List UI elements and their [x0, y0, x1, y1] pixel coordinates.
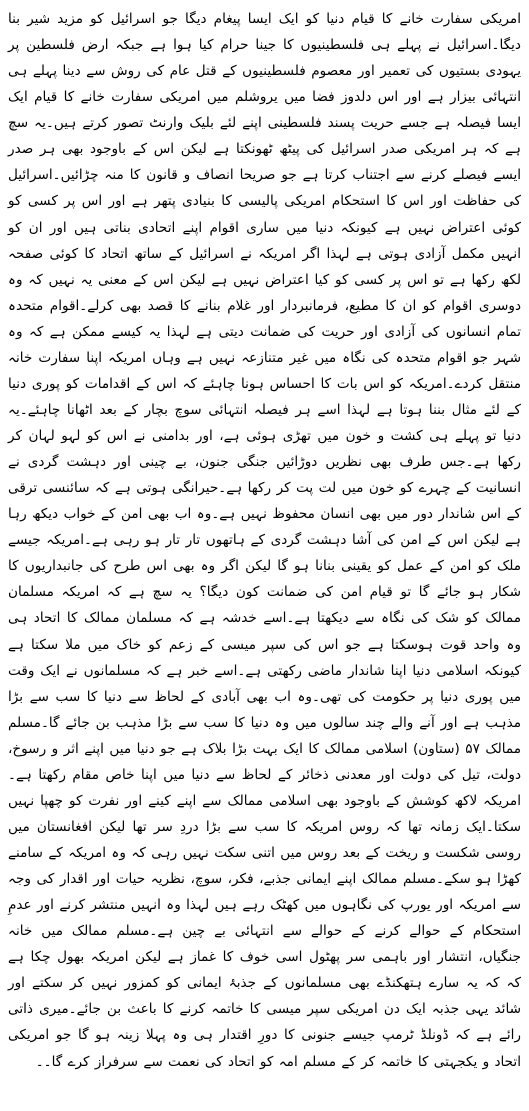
article-paragraph: امریکی سفارت خانے کا قیام دنیا کو ایک ایسا پیغام دیگا جو اسرائیل کو مزید شیر بنا دیگا۔اسرائیل نے پہلے ہی فلسطینیوں کا جینا حرام کیا ہوا ہے جبکہ ارض فلسطین پر یہودی بستیوں کی تعمیر اور معصوم فلسطینیوں کے قتل عام کی روش سے دینا پہلے ہی انتہائی بیزار ہے اور اس دلدوز فضا میں یروشلم میں امریکی سفارت خانے کا قیام ایک ایسا فیصلہ ہے جسے حریت پسند فلسطینی اپنے لئے بلیک وارنٹ تصور کرتے ہیں۔یہ سچ ہے کہ ہر امریکی صدر اسرائیل کی پیٹھ ٹھونکتا ہے لیکن اس کے باوجود بھی ہر صدر ایسے فیصلے کرنے سے اجتناب کرتا ہے جو صریحا انصاف و قانون کا منہ چڑائیں۔اسرائیل کی حفاظت اور اس کا استحکام امریکی پالیسی کا بنیادی پتھر ہے اور اس پر کسی کو کوئی اعتراض نہیں ہے کیونکہ دنیا میں ساری اقوام اپنے اتحادی بناتی ہیں اور ان کو انہیں مکمل آزادی ہوتی ہے لہذا اگر امریکہ نے اسرائیل کے ساتھ اتحاد کا کوئی صفحہ لکھ رکھا ہے تو اس پر کسی کو کیا اعتراض نہیں ہے لیکن اس کے معنی یہ نہیں کہ وہ دوسری اقوام کو ان کا مطیع، فرمانبردار اور غلام بنانے کا قصد بھی کرلے۔اقوام متحدہ تمام انسانوں کی آزادی اور حریت کی ضمانت دیتی ہے لہذا یہ کیسے ممکن ہے کہ وہ شہر جو اقوام متحدہ کی نگاہ میں غیر متنازعہ نہیں ہے وہاں امریکہ اپنا سفارت خانہ منتقل کردے۔امریکہ کو اس بات کا احساس ہونا چاہئے کہ اس کے اقدامات کو پوری دنیا کے لئے مثال بننا ہوتا ہے لہذا اسے ہر فیصلہ انتہائی سوچ بچار کے بعد اٹھانا چاہئے۔یہ دنیا تو پہلے ہی کشت و خون میں تھڑی ہوئی ہے، اور بدامنی نے اس کو لہو لہان کر رکھا ہے۔جس طرف بھی نظریں دوڑائیں جنگی جنون، بے چینی اور دہشت گردی نے انسانیت کے چہرے کو خون میں لت پت کر رکھا ہے۔حیرانگی ہوتی ہے کہ سائنسی ترقی کے اس شاندار دور میں بھی انسان محفوظ نہیں ہے۔وہ اب بھی امن کے خواب دیکھ رہا ہے لیکن اس کے امن کی آشا دہشت گردی کے ہاتھوں تار تار ہو رہی ہے۔امریکہ جیسے ملک کو امن کے عمل کو یقینی بنانا ہو گا لیکن اگر وہ بھی اس طرح کی جانبداریوں کا شکار ہو جائے گا تو قیام امن کی ضمانت کون دیگا؟ یہ سچ ہے کہ امریکہ مسلمان ممالک کو شک کی نگاہ سے دیکھتا ہے۔اسے خدشہ ہے کہ مسلمان ممالک کا اتحاد ہی وہ واحد قوت ہوسکتا ہے جو اس کی سپر میسی کے زعم کو خاک میں ملا سکتا ہے کیونکہ اسلامی دنیا اپنا شاندار ماضی رکھتی ہے۔اسے خبر ہے کہ مسلمانوں نے ایک وقت میں پوری دنیا پر حکومت کی تھی۔وہ اب بھی آبادی کے لحاظ سے دنیا کا سب سے بڑا مذہب ہے اور آنے والے چند سالوں میں وہ دنیا کا سب سے بڑا مذہب بن جائے گا۔مسلم ممالک ۵۷ (ستاون) اسلامی ممالک کا ایک بہت بڑا بلاک ہے جو دنیا میں اپنے اثر و رسوخ، دولت، تیل کی دولت اور معدنی ذخائر کے لحاظ سے دنیا میں اپنا خاص مقام رکھتا ہے۔امریکہ لاکھ کوشش کے باوجود بھی اسلامی ممالک سے اپنے کینے اور نفرت کو چھپا نہیں سکتا۔ایک زمانہ تھا کہ روس امریکہ کا سب سے بڑا دردِ سر تھا لیکن افغانستان میں روسی شکست و ریخت کے بعد روس میں اتنی سکت نہیں رہی کہ وہ امریکہ کے سامنے کھڑا ہو سکے۔مسلم ممالک اپنے ایمانی جذبے، فکر، سوچ، نظریہ حیات اور اقدار کی وجہ سے امریکہ اور یورپ کی نگاہوں میں کھٹک رہے ہیں لہذا وہ انہیں منتشر کرنے اور عدمِ استحکام کے حوالے کرنے کے حوالے سے انتہائی بے چین ہے۔مسلم ممالک میں خانہ جنگیاں، انتشار اور باہمی سر پھٹول اسی خوف کا غماز ہے لیکن امریکہ بھول چکا ہے کہ کہ یہ سارے ہتھکنڈے بھی مسلمانوں کے جذبۂ ایمانی کو کمزور نہیں کر سکتے اور شائد یہی جذبہ ایک دن امریکی سپر میسی کا خاتمہ کرنے کا باعث بن جائے۔میری ذاتی رائے ہے کہ ڈونلڈ ٹرمپ جیسے جنونی کا دورِ اقتدار ہی وہ پہلا زینہ ہو گا جو امریکی اتحاد و یکجہتی کا خاتمہ کر کے مسلم امہ کو اتحاد کی نعمت سے سرفراز کرے گا۔۔ [8, 11, 521, 1070]
